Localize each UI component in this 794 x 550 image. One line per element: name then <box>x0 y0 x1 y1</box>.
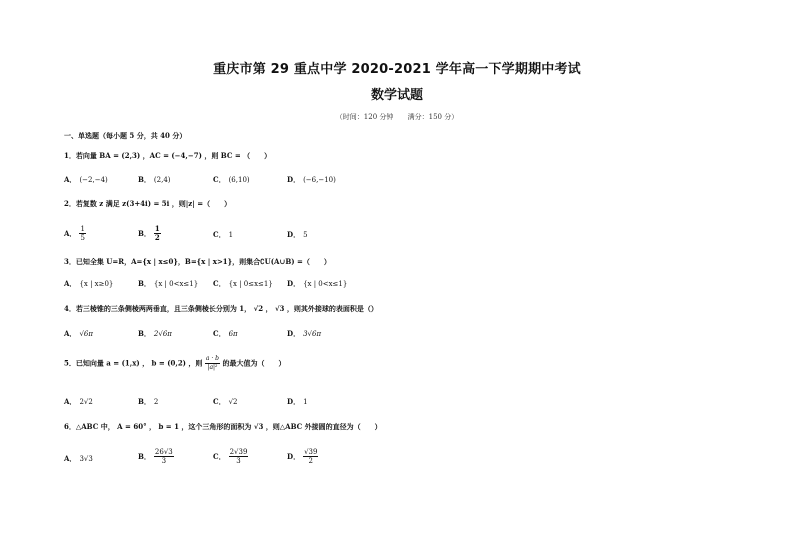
option-label: B． <box>138 279 151 288</box>
fraction-numerator: 1 <box>154 224 160 233</box>
option-label: A． <box>64 279 77 288</box>
fraction <box>79 225 85 242</box>
fraction <box>229 448 249 465</box>
question-3-stem: 3．已知全集 U=R，A={x | x≤0}，B={x | x>1}，则集合∁U(A∪B) =（ ） <box>64 257 331 266</box>
q3-option-c <box>213 279 273 289</box>
option-label: A． <box>64 454 77 463</box>
option-label: C． <box>213 230 226 239</box>
fraction <box>303 448 318 465</box>
q5-option-a <box>64 397 93 407</box>
option-label: C． <box>213 397 226 406</box>
q2-option-d <box>287 230 308 240</box>
exam-score: 满分：150 分） <box>407 113 459 121</box>
q6-option-a <box>64 454 93 464</box>
option-label: B． <box>138 175 151 184</box>
option-text: 5 <box>303 231 308 239</box>
fraction <box>154 225 161 242</box>
option-label: D． <box>287 230 301 239</box>
option-label: A． <box>64 175 77 184</box>
option-label: A． <box>64 228 77 238</box>
option-text: 2√2 <box>79 398 93 406</box>
fraction-numerator: 26√3 <box>154 448 173 456</box>
option-text: 1 <box>303 398 308 406</box>
q3-option-d <box>287 279 347 289</box>
q2-option-a <box>64 225 86 242</box>
q4-option-c <box>213 329 238 339</box>
option-label: C． <box>213 279 226 288</box>
q6-option-b <box>138 448 174 465</box>
q1-option-a <box>64 175 108 185</box>
question-6-stem: 6．△ABC 中， A = 60° ， b = 1 ，这个三角形的面积为 √3 ，则△ABC 外接圆的直径为（ ） <box>64 422 382 431</box>
exam-meta <box>0 112 794 122</box>
question-2-stem: 2．若复数 z 满足 z(3+4i) = 5i ，则|z| =（ ） <box>64 199 232 208</box>
q6-option-c <box>213 448 248 465</box>
fraction-numerator: a · b <box>205 355 220 362</box>
option-label: D． <box>287 451 301 461</box>
fraction-numerator: 1 <box>80 225 85 233</box>
option-text: {x | 0≤x≤1} <box>228 280 273 288</box>
fraction-numerator: 2√39 <box>229 448 248 456</box>
fraction <box>205 355 220 372</box>
q6-option-d <box>287 448 318 465</box>
fraction <box>154 448 174 465</box>
fraction-numerator: √39 <box>304 448 318 456</box>
fraction-denominator: 2 <box>154 233 160 242</box>
q1-option-d <box>287 175 336 185</box>
option-text: √6π <box>79 330 93 338</box>
question-5-stem-start: 5．已知向量 a = (1,x) ， b = (0,2) ，则 <box>64 358 203 368</box>
option-text: 6π <box>228 330 238 338</box>
fraction-denominator: |a|² <box>207 364 218 371</box>
question-5-stem-end: 的最大值为（ ） <box>222 358 286 368</box>
option-label: C． <box>213 329 226 338</box>
option-label: D． <box>287 329 301 338</box>
option-text: 2 <box>153 398 159 406</box>
fraction-denominator: 3 <box>236 457 241 465</box>
option-label: D． <box>287 279 301 288</box>
option-text: {x | 0<x≤1} <box>153 280 199 288</box>
option-text: 1 <box>228 231 234 239</box>
question-4-stem: 4．若三棱锥的三条侧棱两两垂直，且三条侧棱长分别为 1， √2 ， √3 ，则其外接球的表面积是（） <box>64 304 378 313</box>
q3-option-b <box>138 279 198 289</box>
exam-time: （时间：120 分钟 <box>335 113 394 121</box>
section-heading: 一、单选题（每小题 5 分，共 40 分） <box>64 131 187 140</box>
exam-title: 重庆市第 29 重点中学 2020-2021 学年高一下学期期中考试 <box>213 62 581 77</box>
option-label: B． <box>138 228 151 238</box>
fraction-denominator: 5 <box>80 234 85 242</box>
fraction-denominator: 3 <box>161 457 167 465</box>
option-text: (−2,−4) <box>79 176 108 184</box>
option-label: A． <box>64 329 77 338</box>
option-label: B． <box>138 397 151 406</box>
q5-option-b <box>138 397 158 407</box>
option-text: 3√3 <box>79 455 93 463</box>
option-label: B． <box>138 329 151 338</box>
option-text: {x | 0<x≤1} <box>303 280 348 288</box>
q2-option-b <box>138 225 161 242</box>
question-5-stem <box>64 355 285 372</box>
q1-option-c <box>213 175 250 185</box>
fraction-denominator: 2 <box>308 457 313 465</box>
q4-option-d <box>287 329 321 339</box>
q3-option-a <box>64 279 113 289</box>
q4-option-b <box>138 329 172 339</box>
option-text: {x | x≥0} <box>79 280 114 288</box>
option-label: C． <box>213 451 226 461</box>
option-text: √2 <box>228 398 238 406</box>
option-text: 2√6π <box>153 330 172 338</box>
option-text: (6,10) <box>228 176 250 184</box>
q5-option-d <box>287 397 308 407</box>
question-1-stem: 1．若向量 BA = (2,3) ，AC = (−4,−7) ，则 BC = （ ） <box>64 151 272 160</box>
option-text: (−6,−10) <box>303 176 336 184</box>
q5-option-c <box>213 397 238 407</box>
q4-option-a <box>64 329 93 339</box>
option-label: C． <box>213 175 226 184</box>
option-label: D． <box>287 397 301 406</box>
exam-subtitle: 数学试题 <box>370 88 423 103</box>
option-label: A． <box>64 397 77 406</box>
option-label: B． <box>138 451 151 461</box>
q2-option-c <box>213 230 233 240</box>
q1-option-b <box>138 175 171 185</box>
option-label: D． <box>287 175 301 184</box>
option-text: 3√6π <box>303 330 322 338</box>
option-text: (2,4) <box>153 176 171 184</box>
